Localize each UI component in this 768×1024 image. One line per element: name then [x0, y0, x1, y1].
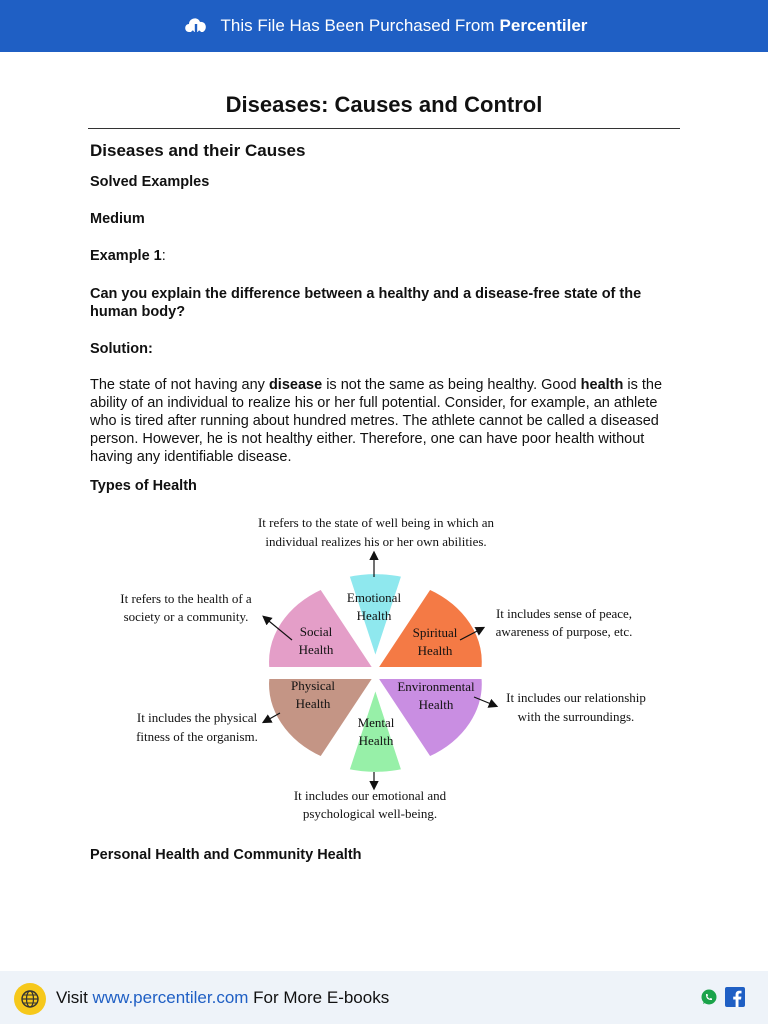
social-note: It refers to the health of a society or a community. [120, 591, 252, 624]
section-heading: Diseases and their Causes [90, 141, 306, 160]
solved-examples-label: Solved Examples [90, 174, 210, 190]
types-of-health-diagram [100, 510, 660, 830]
mental-health-label: Mental Health [357, 715, 395, 748]
purchase-banner [0, 0, 768, 52]
footer-link[interactable]: www.percentiler.com [92, 988, 249, 1007]
question-text: Can you explain the difference between a healthy and a disease-free state of the human body? [90, 286, 642, 320]
answer-part-3: is the ability of an individual to realize his or her full potential. Consider, for example, an athlete who is tired after running about hundred metres. The athlete cannot be called a diseased person. However, he is not healthy either. Therefore, one can have poor health without having any identifiable disease. [90, 377, 663, 465]
footer-bar [0, 971, 768, 1024]
page-title: Diseases: Causes and Control [225, 92, 543, 117]
mental-note: It includes our emotional and psychological well-being. [293, 788, 447, 821]
banner-text: This File Has Been Purchased From [220, 16, 495, 35]
social-health-label: Social Health [298, 624, 334, 657]
whatsapp-icon[interactable] [700, 988, 718, 1006]
facebook-icon[interactable] [725, 987, 745, 1007]
example-heading [90, 247, 680, 265]
answer-keyword-health: health [580, 377, 624, 393]
solution-label: Solution: [90, 341, 153, 357]
environmental-health-label: Environmental Health [397, 679, 475, 712]
example-label: Example 1 [90, 248, 162, 264]
footer-text [56, 988, 389, 1008]
footer-visit: Visit [56, 988, 88, 1007]
solution-paragraph [90, 376, 680, 466]
emotional-health-label: Emotional Health [346, 590, 402, 623]
physical-health-label: Physical Health [290, 678, 336, 711]
title-divider [88, 128, 680, 129]
spiritual-note: It includes sense of peace, awareness of purpose, etc. [495, 606, 633, 639]
emotional-note: It refers to the state of well being in which an individual realizes his or her own abilities. [257, 515, 495, 549]
physical-note: It includes the physical fitness of the organism. [136, 710, 258, 744]
answer-keyword-disease: disease [268, 377, 323, 393]
banner-brand: Percentiler [499, 16, 588, 35]
footer-suffix: For More E-books [253, 988, 390, 1007]
types-of-health-heading: Types of Health [90, 478, 197, 494]
next-section-heading: Personal Health and Community Health [90, 847, 362, 863]
globe-icon [14, 983, 46, 1015]
difficulty-label: Medium [90, 211, 145, 227]
example-colon: : [161, 248, 166, 264]
environmental-note: It includes our relationship with the surroundings. [506, 690, 646, 724]
spiritual-health-label: Spiritual Health [412, 625, 458, 658]
answer-part-2: is not the same as being healthy. Good [322, 377, 581, 393]
cloud-download-icon [181, 11, 211, 41]
answer-part-1: The state of not having any [90, 377, 269, 393]
